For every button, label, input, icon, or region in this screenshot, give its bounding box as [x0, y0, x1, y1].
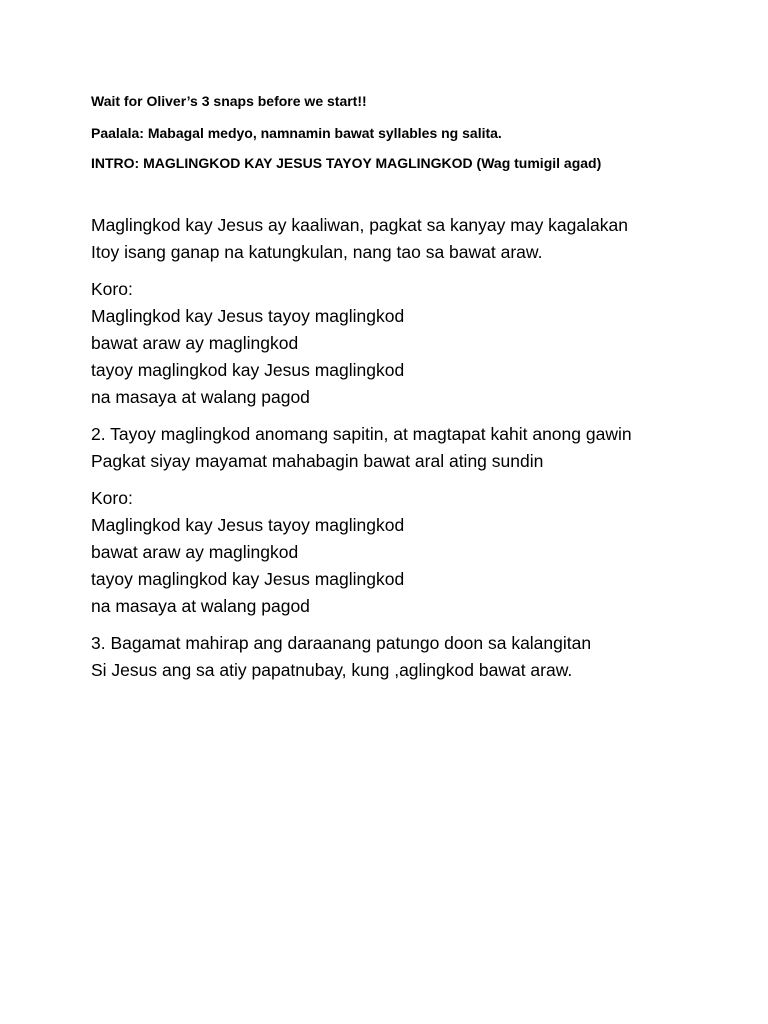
- chorus-2-line-1: Maglingkod kay Jesus tayoy maglingkod: [91, 515, 405, 535]
- intro-instruction: INTRO: MAGLINGKOD KAY JESUS TAYOY MAGLINGKOD (Wag tumigil agad): [91, 155, 602, 171]
- chorus-1-line-4: na masaya at walang pagod: [91, 387, 310, 407]
- chorus-1: [91, 276, 751, 411]
- chorus-2-line-2: bawat araw ay maglingkod: [91, 542, 299, 562]
- verse-1: [91, 212, 751, 266]
- chorus-1-line-1: Maglingkod kay Jesus tayoy maglingkod: [91, 306, 405, 326]
- paalala-note: Paalala: Mabagal medyo, namnamin bawat syllables ng salita.: [91, 125, 502, 141]
- verse-1-line-1: Maglingkod kay Jesus ay kaaliwan, pagkat sa kanyay may kagalakan: [91, 215, 628, 235]
- verse-2-line-1: 2. Tayoy maglingkod anomang sapitin, at magtapat kahit anong gawin: [91, 424, 632, 444]
- verse-2-line-2: Pagkat siyay mayamat mahabagin bawat aral ating sundin: [91, 451, 544, 471]
- chorus-1-line-3: tayoy maglingkod kay Jesus maglingkod: [91, 360, 405, 380]
- chorus-label: Koro:: [91, 488, 133, 508]
- verse-3: [91, 630, 751, 684]
- chorus-label: Koro:: [91, 279, 133, 299]
- verse-1-line-2: Itoy isang ganap na katungkulan, nang tao sa bawat araw.: [91, 242, 543, 262]
- chorus-1-line-2: bawat araw ay maglingkod: [91, 333, 299, 353]
- chorus-2-line-3: tayoy maglingkod kay Jesus maglingkod: [91, 569, 405, 589]
- wait-instruction: Wait for Oliver’s 3 snaps before we start!!: [91, 93, 367, 109]
- lyrics-document: [91, 92, 751, 694]
- verse-3-line-1: 3. Bagamat mahirap ang daraanang patungo doon sa kalangitan: [91, 633, 592, 653]
- verse-2: [91, 421, 751, 475]
- chorus-2: [91, 485, 751, 620]
- chorus-2-line-4: na masaya at walang pagod: [91, 596, 310, 616]
- spacer: [91, 184, 751, 212]
- verse-3-line-2: Si Jesus ang sa atiy papatnubay, kung ,aglingkod bawat araw.: [91, 660, 573, 680]
